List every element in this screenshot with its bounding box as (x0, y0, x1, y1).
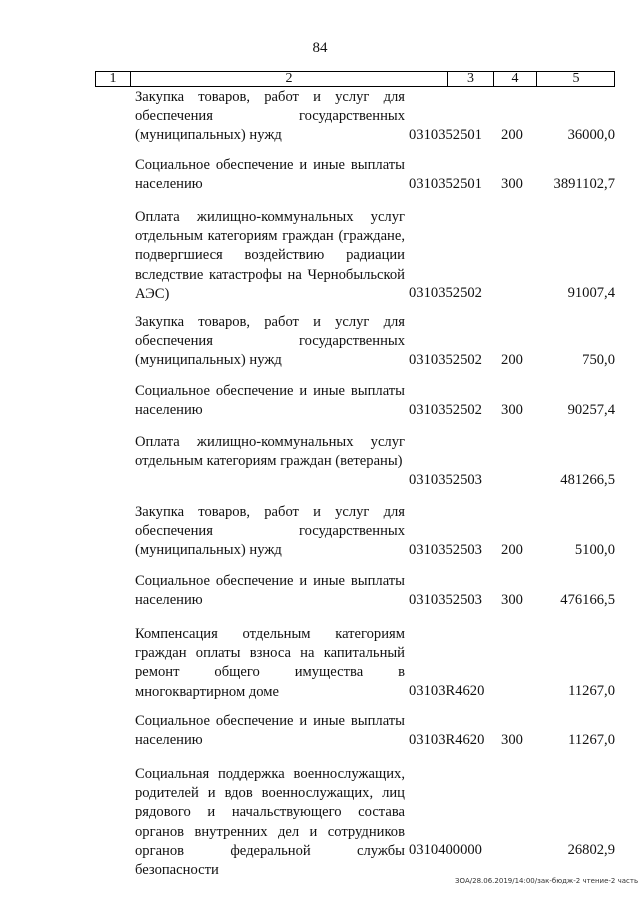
row-expense-kind: 200 (501, 127, 523, 143)
table-row (0, 625, 640, 703)
row-amount: 3891102,7 (553, 176, 615, 192)
row-description: Оплата жилищно-коммунальных услуг отдельным категориям граждан (ветераны) (135, 434, 405, 470)
column-header-2: 2 (285, 71, 293, 86)
row-expense-kind: 200 (501, 352, 523, 368)
row-code: 03103R4620 (409, 732, 485, 748)
row-code: 0310352503 (409, 542, 482, 558)
row-code: 0310352503 (409, 592, 482, 608)
row-description: Социальное обеспечение и иные выплаты населению (135, 713, 405, 749)
row-code: 0310352503 (409, 472, 482, 488)
row-amount: 26802,9 (567, 842, 615, 858)
table-row (0, 382, 640, 422)
row-amount: 476166,5 (560, 592, 615, 608)
table-row (0, 88, 640, 146)
row-description: Компенсация отдельным категориям граждан оплаты взноса на капитальный ремонт общего имущества в многоквартирном доме (135, 626, 405, 700)
row-amount: 90257,4 (567, 402, 615, 418)
table-row (0, 503, 640, 561)
row-code: 0310352501 (409, 176, 482, 192)
row-amount: 91007,4 (567, 285, 615, 301)
row-code: 03103R4620 (409, 683, 485, 699)
row-expense-kind: 200 (501, 542, 523, 558)
row-code: 0310352502 (409, 402, 482, 418)
column-header-3: 3 (467, 71, 474, 86)
row-expense-kind: 300 (501, 732, 523, 748)
row-amount: 5100,0 (574, 542, 615, 558)
row-description: Закупка товаров, работ и услуг для обеспечения государственных (муниципальных) нужд (135, 89, 405, 144)
row-code: 0310352502 (409, 352, 482, 368)
column-header-5: 5 (572, 71, 580, 86)
row-amount: 11267,0 (568, 683, 615, 699)
row-description: Закупка товаров, работ и услуг для обеспечения государственных (муниципальных) нужд (135, 314, 405, 369)
table-row (0, 156, 640, 196)
table-row (0, 313, 640, 371)
row-description: Закупка товаров, работ и услуг для обеспечения государственных (муниципальных) нужд (135, 504, 405, 559)
table-row (0, 208, 640, 304)
row-code: 0310400000 (409, 842, 482, 858)
row-expense-kind: 300 (501, 402, 523, 418)
row-description: Социальное обеспечение и иные выплаты населению (135, 573, 405, 609)
document-footer-stamp: ЗОА/28.06.2019/14:00/зак-бюдж-2 чтение-2 часть (455, 877, 639, 885)
table-column-header (95, 71, 615, 87)
table-row (0, 765, 640, 879)
column-header-1: 1 (109, 71, 117, 86)
row-description: Оплата жилищно-коммунальных услуг отдельным категориям граждан (граждане, подвергшиеся воздействию радиации вследствие катастрофы на Чернобыльской АЭС) (135, 209, 405, 302)
page-number: 84 (312, 40, 328, 56)
row-amount: 36000,0 (567, 127, 615, 143)
row-description: Социальное обеспечение и иные выплаты населению (135, 157, 405, 193)
column-header-4: 4 (511, 71, 519, 86)
row-description: Социальная поддержка военнослужащих, родителей и вдов военнослужащих, лиц рядового и начальствующего состава органов внутренних дел и сотрудников органов федеральной службы безопасности (135, 766, 405, 879)
row-amount: 11267,0 (568, 732, 615, 748)
row-expense-kind: 300 (501, 592, 523, 608)
row-code: 0310352502 (409, 285, 482, 301)
row-amount: 750,0 (582, 352, 615, 368)
row-amount: 481266,5 (560, 472, 615, 488)
row-expense-kind: 300 (501, 176, 523, 192)
row-code: 0310352501 (409, 127, 482, 143)
table-row (0, 433, 640, 491)
table-row (0, 712, 640, 752)
table-row (0, 572, 640, 612)
row-description: Социальное обеспечение и иные выплаты населению (135, 383, 405, 419)
